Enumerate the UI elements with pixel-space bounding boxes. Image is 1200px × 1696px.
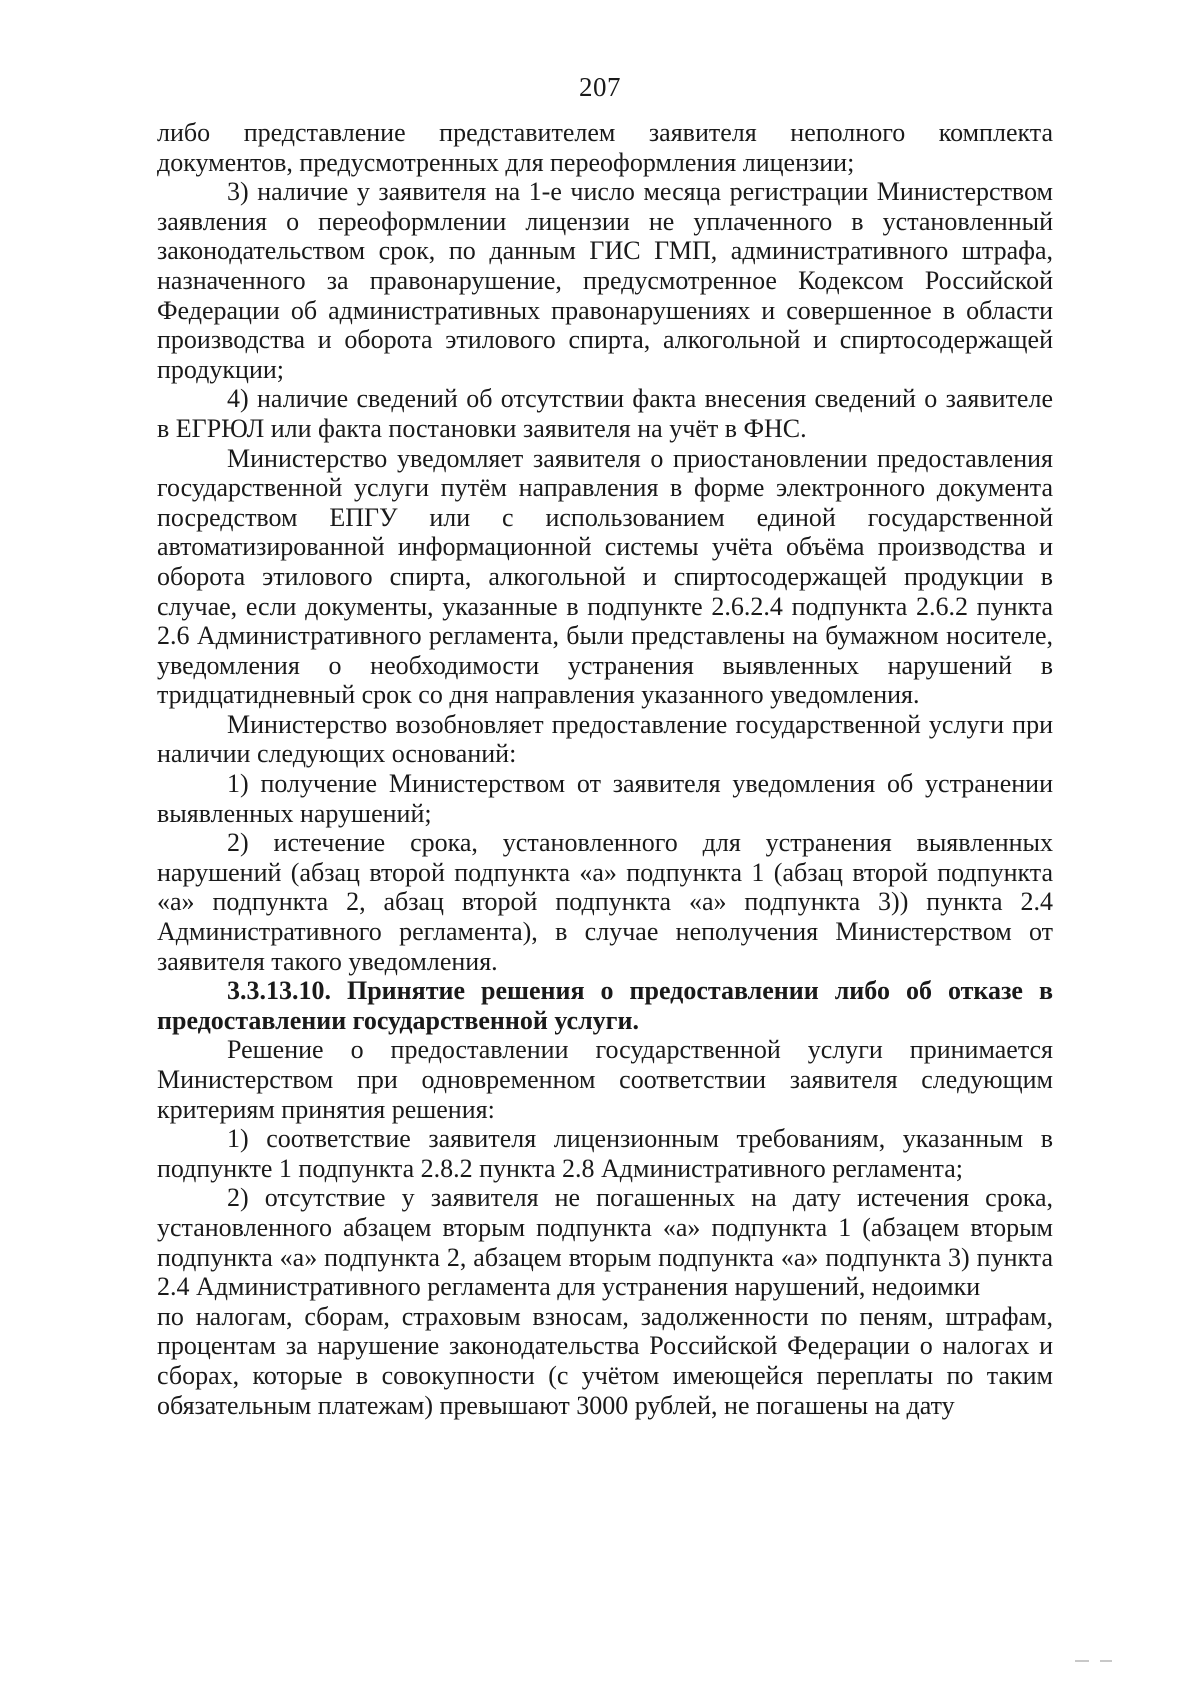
document-body xyxy=(157,118,1053,1420)
paragraph-resumption-item-2: 2) истечение срока, установленного для устранения выявленных нарушений (абзац второй подпункта «а» подпункта 1 (абзац второй подпункта «а» подпункта 2, абзац второй подпункта «а» подпункта 3)) пункта 2.4 Административного регламента), в случае неполучения Министерством от заявителя такого уведомления. xyxy=(157,828,1053,976)
paragraph-item-4: 4) наличие сведений об отсутствии факта внесения сведений о заявителе в ЕГРЮЛ или факта постановки заявителя на учёт в ФНС. xyxy=(157,384,1053,443)
paragraph-criterion-2-continuation: по налогам, сборам, страховым взносам, задолженности по пеням, штрафам, процентам за нарушение законодательства Российской Федерации о налогах и сборах, которые в совокупности (с учётом имеющейся переплаты по таким обязательным платежам) превышают 3000 рублей, не погашены на дату xyxy=(157,1301,1053,1420)
scan-artifact-mark xyxy=(1075,1660,1089,1662)
paragraph-notification: Министерство уведомляет заявителя о приостановлении предоставления государственной услуги путём направления в форме электронного документа посредством ЕПГУ или с использованием единой государственной автоматизированной информационной системы учёта объёма производства и оборота этилового спирта, алкогольной и спиртосодержащей продукции в случае, если документы, указанные в подпункте 2.6.2.4 подпункта 2.6.2 пункта 2.6 Административного регламента, были представлены на бумажном носителе, уведомления о необходимости устранения выявленных нарушений в тридцатидневный срок со дня направления указанного уведомления. xyxy=(157,443,1053,710)
paragraph-item-3: 3) наличие у заявителя на 1-е число месяца регистрации Министерством заявления о переоформлении лицензии не уплаченного в установленный законодательством срок, по данным ГИС ГМП, административного штрафа, назначенного за правонарушение, предусмотренное Кодексом Российской Федерации об административных правонарушениях и совершенное в области производства и оборота этилового спирта, алкогольной и спиртосодержащей продукции; xyxy=(157,177,1053,384)
page-number: 207 xyxy=(579,72,621,102)
paragraph-decision: Решение о предоставлении государственной услуги принимается Министерством при одновременном соответствии заявителя следующим критериям принятия решения: xyxy=(157,1035,1053,1124)
paragraph-criterion-1: 1) соответствие заявителя лицензионным требованиям, указанным в подпункте 1 подпункта 2.8.2 пункта 2.8 Административного регламента; xyxy=(157,1124,1053,1183)
paragraph-criterion-2: 2) отсутствие у заявителя не погашенных на дату истечения срока, установленного абзацем вторым подпункта «а» подпункта 1 (абзацем вторым подпункта «а» подпункта 2, абзацем вторым подпункта «а» подпункта 3) пункта 2.4 Административного регламента для устранения нарушений, недоимки xyxy=(157,1183,1053,1302)
paragraph-resumption: Министерство возобновляет предоставление государственной услуги при наличии следующих оснований: xyxy=(157,709,1053,769)
scan-artifact-mark xyxy=(1100,1660,1112,1662)
paragraph-continuation: либо представление представителем заявителя неполного комплекта документов, предусмотренных для переоформления лицензии; xyxy=(157,118,1053,177)
paragraph-resumption-item-1: 1) получение Министерством от заявителя уведомления об устранении выявленных нарушений; xyxy=(157,769,1053,828)
section-heading: 3.3.13.10. Принятие решения о предоставлении либо об отказе в предоставлении государственной услуги. xyxy=(157,976,1053,1035)
